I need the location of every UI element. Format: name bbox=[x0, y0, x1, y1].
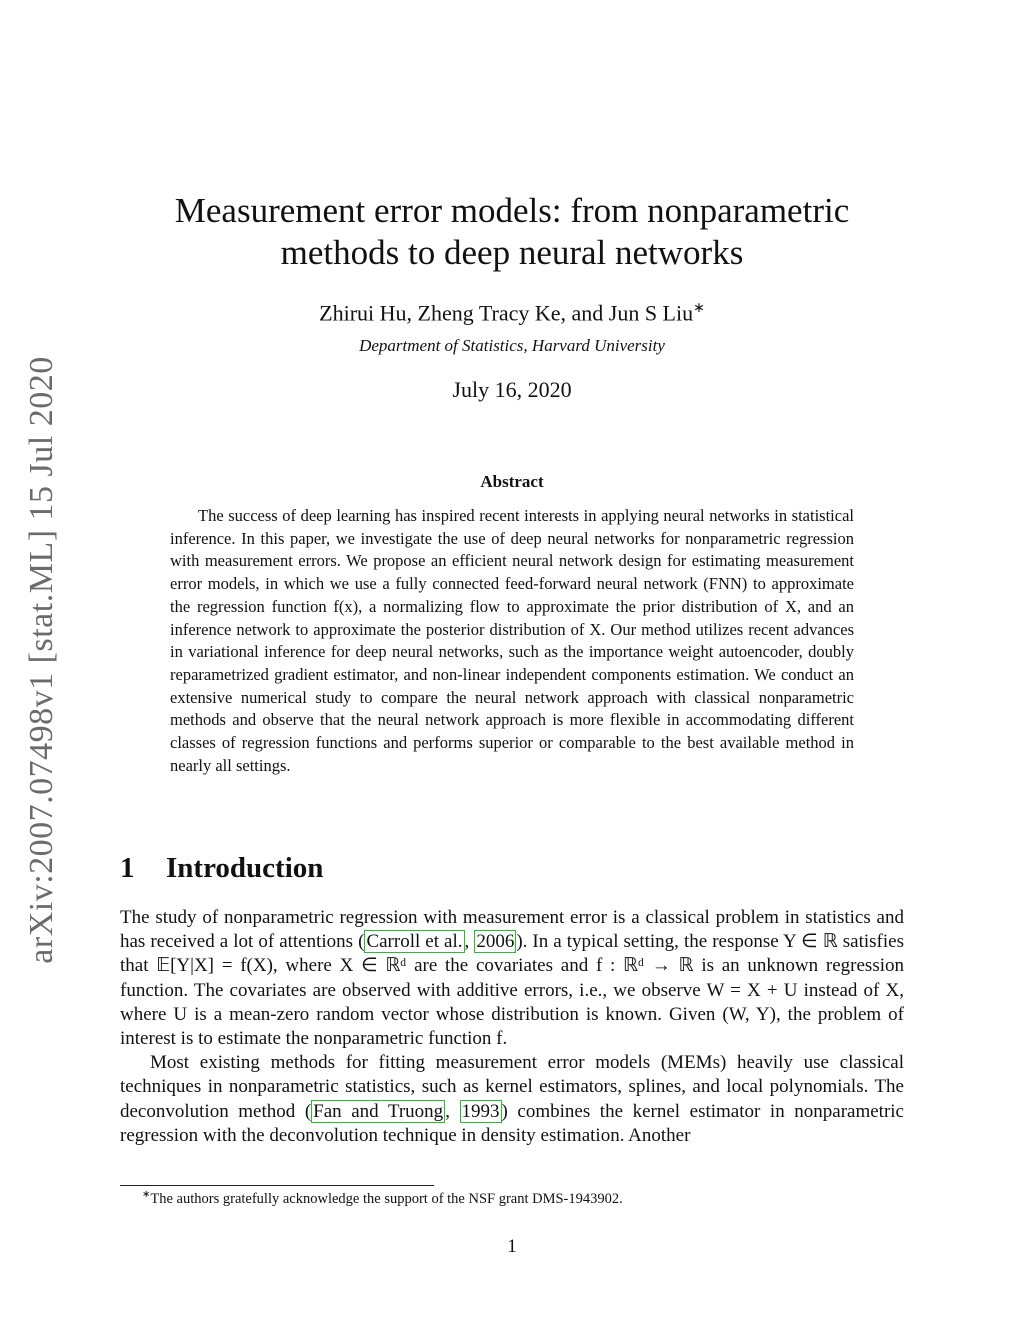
citation-fan-truong-year-link[interactable]: 1993 bbox=[461, 1100, 500, 1122]
title-line-2: methods to deep neural networks bbox=[280, 233, 744, 272]
citation-carroll-year-link[interactable]: 2006 bbox=[476, 931, 515, 953]
p2-sep: , bbox=[445, 1100, 460, 1122]
paragraph-2 bbox=[120, 1051, 904, 1148]
p2-text-a: Most existing methods for fitting measurement error models (MEMs) heavily use classical techniques in nonparametric statistics, such as kernel estimators, splines, and local polynomials. The deconvolution method ( bbox=[120, 1052, 904, 1122]
paper-title bbox=[120, 190, 904, 274]
arxiv-identifier-stamp: arXiv:2007.07498v1 [stat.ML] 15 Jul 2020 bbox=[23, 356, 60, 964]
p1-text-b: ). In a typical setting, the response Y ∈ ℝ satisfies that 𝔼[Y|X] = f(X), where X ∈ ℝᵈ are the covariates and f : ℝᵈ → ℝ is an unknown regression function. The covariates are observed with additive errors, i.e., we observe W = X + U instead of X, where U is a mean-zero random vector whose distribution is known. Given (W, Y), the problem of interest is to estimate the nonparametric function f. bbox=[120, 931, 904, 1050]
section-number: 1 bbox=[120, 852, 135, 884]
abstract-heading: Abstract bbox=[480, 472, 544, 491]
p2-text-b: ) combines the kernel estimator in nonparametric regression with the deconvolution technique in density estimation. Another bbox=[120, 1100, 904, 1146]
section-heading-introduction bbox=[120, 852, 323, 885]
p1-text-a: The study of nonparametric regression with measurement error is a classical problem in statistics and has received a lot of attentions ( bbox=[120, 907, 904, 953]
footnote-text: The authors gratefully acknowledge the support of the NSF grant DMS-1943902. bbox=[150, 1190, 623, 1207]
page-number: 1 bbox=[507, 1236, 517, 1257]
author-footnote-mark[interactable]: ∗ bbox=[693, 301, 705, 316]
section-title: Introduction bbox=[166, 852, 324, 884]
citation-carroll-link[interactable]: Carroll et al. bbox=[366, 931, 463, 953]
abstract-text: The success of deep learning has inspired recent interests in applying neural networks in statistical inference. In this paper, we investigate the use of deep neural networks for nonparametric regression with measurement errors. We propose an efficient neural network design for estimating measurement error models, in which we use a fully connected feed-forward neural network (FNN) to approximate the regression function f(x), a normalizing flow to approximate the prior distribution of X, and an inference network to approximate the posterior distribution of X. Our method utilizes recent advances in variational inference for deep neural networks, such as the importance weight autoencoder, doubly reparametrized gradient estimator, and non-linear independent components estimation. We conduct an extensive numerical study to compare the neural network approach with classical nonparametric methods and observe that the neural network approach is more flexible in accommodating different classes of regression functions and performs superior or comparable to the best available method in nearly all settings. bbox=[170, 506, 854, 775]
authors-text: Zhirui Hu, Zheng Tracy Ke, and Jun S Liu bbox=[319, 300, 694, 326]
title-line-1: Measurement error models: from nonparametric bbox=[174, 191, 850, 230]
affiliation: Department of Statistics, Harvard University bbox=[359, 336, 665, 355]
footnote-divider bbox=[120, 1185, 434, 1186]
introduction-body bbox=[120, 906, 904, 1148]
paragraph-1 bbox=[120, 906, 904, 1051]
p1-sep: , bbox=[464, 931, 475, 953]
footnote bbox=[120, 1189, 904, 1208]
publication-date: July 16, 2020 bbox=[452, 377, 572, 402]
footnote-mark: ∗ bbox=[142, 1189, 151, 1200]
author-list bbox=[120, 300, 904, 326]
citation-fan-truong-link[interactable]: Fan and Truong bbox=[313, 1100, 444, 1122]
